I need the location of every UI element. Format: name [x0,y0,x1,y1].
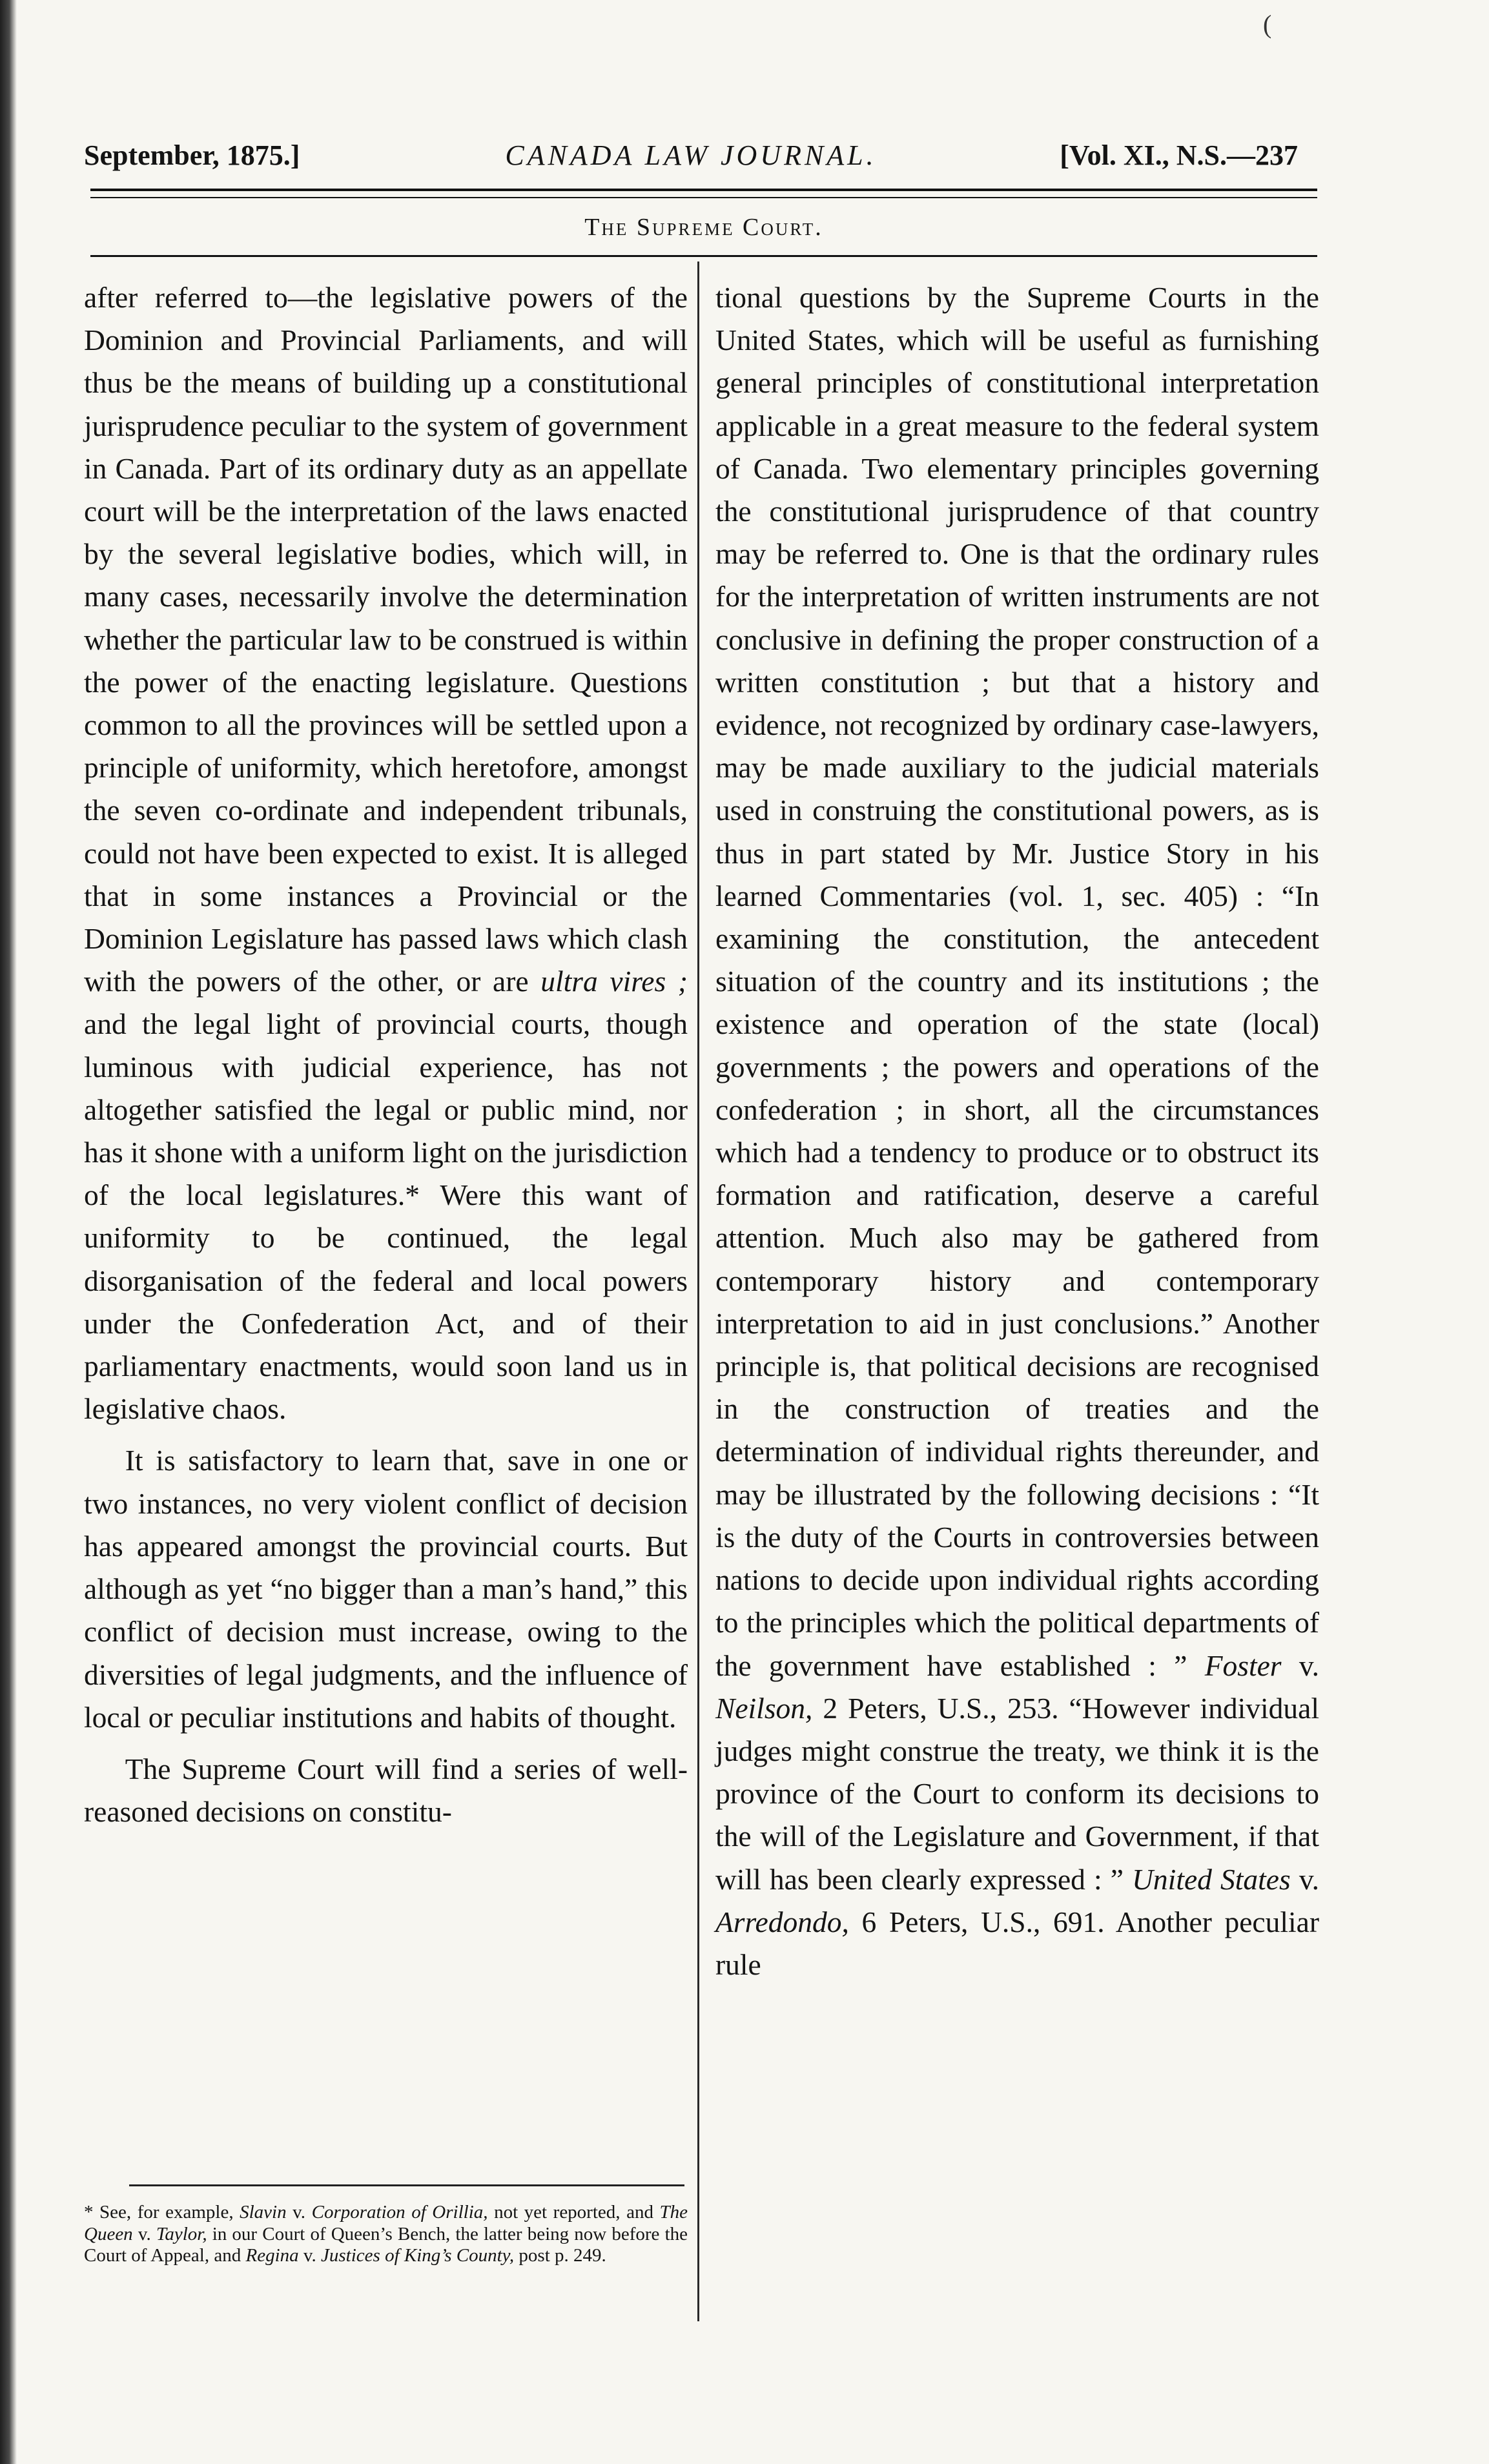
fn-text-3: not yet reported, and [488,2202,660,2223]
citation-1: 2 Peters, U.S., 253. “However individual judges might construe the treaty, we think it is the province of the Court to conform its decisions to the will of the Legislature and Government, if that will has been clearly expressed : ” [715,1691,1319,1896]
fn-text-7: post p. 249. [514,2245,606,2266]
journal-title: CANADA LAW JOURNAL. [505,139,877,171]
ultra-vires-italic: ultra vires ; [540,965,688,998]
fn-case-taylor: Taylor, [156,2223,207,2244]
running-head [84,132,1298,178]
page-binding-edge [0,0,17,2464]
case-neilson: Neilson, [715,1691,813,1725]
section-title: The Supreme Court. [584,214,823,241]
fn-text-2: v. [286,2202,312,2223]
left-paragraph-1 [84,276,688,1430]
right-column [715,276,1319,1986]
issue-date: September, 1875.] [84,139,300,171]
case-arredondo: Arredondo, [715,1905,849,1938]
fn-text-5: in our Court of Queen’s Bench, the latter being now before the Court of Appeal, and [84,2223,688,2266]
left-paragraph-2: It is satisfactory to learn that, save in one or two instances, no very violent conflict of decision has appeared amongst the provincial courts. But although as yet “no bigger than a man’s hand,” this conflict of decision must increase, owing to the diversities of legal judgments, and the influence of local or peculiar institutions and habits of thought. [84,1444,688,1734]
fn-case-queen: The Queen [84,2202,688,2244]
case-united-states: United States [1132,1862,1291,1896]
section-rule [90,255,1317,257]
footnote-rule [129,2184,684,2186]
right-paragraph [715,276,1319,1986]
footnote [84,2202,688,2267]
corner-mark: ( [1263,10,1272,39]
header-rule-thick [90,189,1317,191]
versus-1: v. [1281,1648,1320,1682]
citation-2: 6 Peters, U.S., 691. Another peculiar rule [715,1905,1319,1981]
left-column [84,276,688,1833]
versus-2: v. [1290,1862,1319,1896]
fn-text-4: v. [132,2223,156,2244]
fn-case-regina: Regina [245,2245,299,2266]
fn-text-1: * See, for example, [84,2202,240,2223]
left-paragraph-1-text: after referred to—the legislative powers of the Dominion and Provincial Parliaments, and will thus be the means of building up a constitutional jurisprudence peculiar to the system of government in Canada. Part of its ordinary duty as an appellate court will be the interpretation of the laws enacted by the several legislative bodies, which will, in many cases, necessarily involve the determination whether the particular law to be construed is within the power of the enacting legislature. Questions common to all the provinces will be settled upon a principle of uniformity, which heretofore, amongst the seven co-ordinate and independent tribunals, could not have been expected to exist. It is alleged that in some instances a Provincial or the Dominion Legislature has passed laws which clash with the powers of the other, or are [84,281,688,998]
fn-case-slavin: Slavin [240,2202,287,2223]
left-paragraph-1-continued: and the legal light of provincial courts, though luminous with judicial experience, has not altogether satisfied the legal or public mind, nor has it shone with a uniform light on the jurisdiction of the local legislatures.* Were this want of uniformity to be continued, the legal disorganisation of the federal and local powers under the Confederation Act, and of their parliamentary enactments, would soon land us in legislative chaos. [84,1007,688,1426]
volume-and-page: [Vol. XI., N.S.—237 [1060,139,1298,171]
right-text-1: tional questions by the Supreme Courts in the United States, which will be useful as furnishing general principles of constitutional interpretation applicable in a great measure to the federal system of Canada. Two elementary principles governing the constitutional jurisprudence of that country may be referred to. One is that the ordinary rules for the interpretation of written instruments are not conclusive in defining the proper construction of a written constitution ; but that a history and evidence, not recognized by ordinary case-lawyers, may be made auxiliary to the judicial materials used in construing the constitutional powers, as is thus in part stated by Mr. Justice Story in his learned Commentaries (vol. 1, sec. 405) : “In examining the constitution, the antecedent situation of the country and its institutions ; the existence and operation of the state (local) governments ; the powers and operations of the confederation ; in short, all the circumstances which had a tendency to produce or to obstruct its formation and ratification, deserve a careful attention. Much also may be gathered from contemporary history and contemporary interpretation to aid in just conclusions.” Another principle is, that political decisions are recognised in the construction of treaties and the determination of individual rights thereunder, and may be illustrated by the following decisions : “It is the duty of the Courts in controversies between nations to decide upon individual rights according to the principles which the political departments of the government have established : ” [715,281,1319,1682]
fn-case-orillia: Corporation of Orillia, [311,2202,488,2223]
column-divider [697,262,699,2321]
left-paragraph-3: The Supreme Court will find a series of well-reasoned decisions on constitu- [84,1752,688,1829]
fn-case-justices: Justices of King’s County, [321,2245,515,2266]
header-rule-thin [90,197,1317,198]
fn-text-6: v. [298,2245,322,2266]
case-foster: Foster [1204,1648,1282,1682]
